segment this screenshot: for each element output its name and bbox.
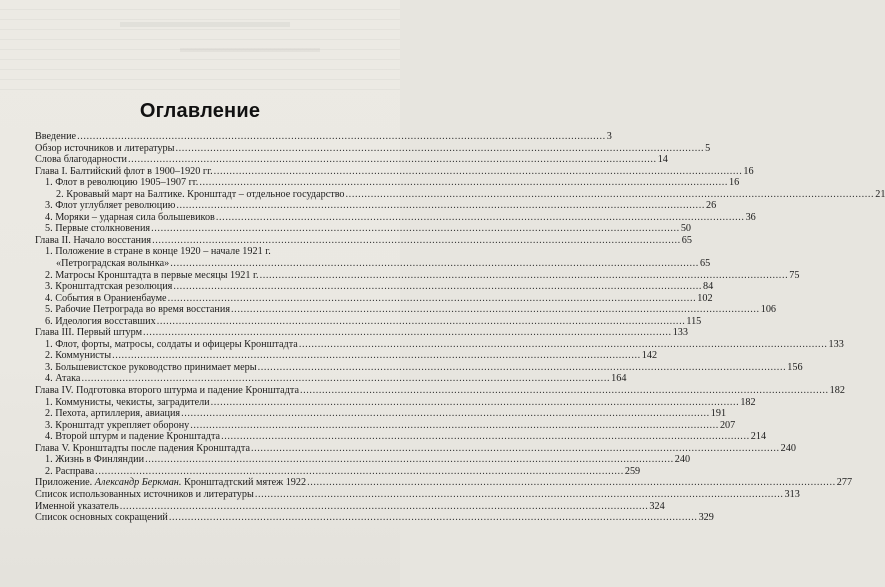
toc-entry-page-number: 3 — [606, 131, 612, 142]
toc-entry-title: 5. Первые столкновения — [45, 223, 151, 235]
toc-entry — [35, 258, 711, 270]
toc-entry-page-number: 5 — [705, 142, 711, 154]
dot-leader — [157, 316, 686, 328]
dot-leader — [81, 373, 610, 385]
toc-entry-title: 3. Флот углубляет революцию — [45, 200, 176, 212]
toc-entry-title — [35, 477, 306, 489]
toc-entry-page-number: 16 — [729, 177, 740, 189]
toc-entry-page-number: 182 — [829, 385, 845, 397]
dot-leader — [173, 281, 702, 293]
bleed-strip — [180, 48, 320, 52]
toc-entry-page-number: 142 — [641, 350, 658, 362]
toc-entry — [35, 165, 754, 178]
dot-leader — [221, 431, 750, 443]
bleed-through-text — [0, 0, 400, 95]
dot-leader — [143, 327, 672, 339]
toc-entry-page-number: 240 — [780, 442, 796, 454]
toc-entry-title: «Петроградская волынка» — [56, 258, 170, 270]
toc-entry — [35, 385, 845, 397]
dot-leader — [307, 477, 836, 489]
toc-entry-title: Список использованных источников и литературы — [35, 488, 254, 500]
toc-entry-page-number: 329 — [698, 512, 714, 524]
toc-entry-page-number: 102 — [697, 292, 713, 304]
toc-entry-page-number: 182 — [740, 396, 756, 408]
toc-entry-page-number: 259 — [624, 465, 641, 477]
dot-leader — [145, 454, 674, 466]
toc-entry-title: 1. Жизнь в Финляндии — [45, 454, 145, 466]
toc-entry-title: Список основных сокращений — [35, 512, 168, 524]
toc-entry — [35, 281, 714, 293]
toc-entry — [35, 350, 658, 362]
dot-leader — [170, 258, 699, 270]
toc-entry-page-number: 156 — [787, 361, 803, 373]
toc-entry — [35, 142, 711, 155]
toc-entry-page-number: 115 — [686, 315, 702, 327]
toc-entry — [35, 361, 803, 374]
toc-entry — [35, 246, 379, 258]
toc-entry-title-suffix: Кронштадтский мятеж 1922 — [181, 477, 307, 489]
toc-entry-title: 4. Моряки – ударная сила большевиков — [45, 211, 215, 223]
toc-entry-title: Глава I. Балтийский флот в 1900–1920 гг. — [35, 165, 213, 177]
toc-entry-title: 2. Матросы Кронштадта в первые месяцы 1921 г. — [45, 269, 259, 281]
toc-entry-title: 3. Кронштадт укрепляет оборону — [45, 419, 190, 431]
toc-entry-title: 4. События в Ораниенбауме — [45, 292, 167, 304]
toc-entry — [35, 188, 885, 201]
toc-entry — [35, 500, 665, 513]
toc-entry-title: Именной указатель — [35, 500, 119, 512]
toc-entry-title: 4. Второй штурм и падение Кронштадта — [45, 431, 221, 443]
dot-leader — [260, 270, 789, 282]
dot-leader — [95, 466, 624, 478]
dot-leader — [152, 235, 681, 247]
toc-entry — [35, 154, 668, 166]
bleed-strip — [120, 22, 290, 27]
dot-leader — [258, 362, 787, 374]
toc-entry-title: 3. Большевистское руководство принимает меры — [45, 361, 257, 373]
toc-entry-title: 5. Рабочие Петрограда во время восстания — [45, 304, 231, 316]
toc-entry — [35, 488, 800, 501]
toc-entry-title: 1. Флот в революцию 1905–1907 гг. — [45, 177, 199, 189]
toc-entry-title: Глава V. Кронштадты после падения Кронштадта — [35, 442, 250, 454]
toc-entry-title: 3. Кронштадтская резолюция — [45, 281, 173, 293]
toc-entry-page-number: 65 — [681, 234, 692, 246]
toc-entry-title: Глава IV. Подготовка второго штурма и падение Кронштадта — [35, 385, 299, 397]
toc-entry — [35, 465, 641, 478]
toc-entry — [35, 315, 702, 328]
toc-entry-title: 2. Коммунисты — [45, 350, 112, 362]
dot-leader — [175, 143, 704, 155]
toc-entry-page-number: 324 — [649, 500, 665, 512]
toc-entry-title: Обзор источников и литературы — [35, 142, 175, 154]
dot-leader — [169, 512, 698, 524]
dot-leader — [231, 304, 760, 316]
toc-entry — [35, 442, 796, 455]
toc-entry — [35, 327, 688, 339]
dot-leader — [112, 350, 641, 362]
toc-entry — [35, 477, 853, 489]
toc-entry — [35, 512, 714, 524]
dot-leader — [300, 385, 829, 397]
toc-entry — [35, 419, 736, 432]
toc-entry-title: 4. Атака — [45, 373, 81, 385]
toc-entry-page-number: 240 — [674, 454, 691, 466]
dot-leader — [214, 166, 743, 178]
toc-entry — [35, 200, 717, 212]
dot-leader — [216, 212, 745, 224]
toc-entry-page-number: 207 — [719, 419, 736, 431]
toc-entry — [35, 269, 800, 282]
toc-entry-page-number: 133 — [672, 327, 688, 339]
toc-entry — [35, 454, 691, 466]
toc-entry-page-number: 21 — [875, 188, 885, 200]
toc-entry-page-number: 36 — [745, 211, 756, 223]
dot-leader — [190, 420, 719, 432]
toc-entry — [35, 234, 692, 247]
toc-entry-title: 2. Кровавый март на Балтике. Кронштадт – отдельное государство — [56, 188, 345, 200]
toc-entry-title-prefix: Приложение. — [35, 477, 95, 489]
toc-entry-title: 2. Расправа — [45, 465, 95, 477]
page-title: Оглавление — [139, 100, 261, 122]
toc-entry-title: 6. Идеология восставших — [45, 315, 156, 327]
toc-entry-page-number: 277 — [836, 477, 853, 489]
toc-entry — [35, 408, 727, 420]
toc-entry-title: Глава II. Начало восстания — [35, 234, 152, 246]
dot-leader — [211, 397, 740, 409]
toc-entry — [35, 131, 612, 143]
dot-leader — [151, 223, 680, 235]
dot-leader — [77, 131, 606, 143]
toc-entry-page-number: 14 — [657, 154, 668, 166]
toc-entry-title: Введение — [35, 131, 77, 142]
toc-entry-title-author: Александр Беркман. — [94, 477, 182, 489]
toc-entry-page-number: 313 — [784, 488, 800, 500]
dot-leader — [168, 293, 697, 305]
toc-entry — [35, 304, 776, 316]
dot-leader — [199, 177, 728, 189]
toc-entry-page-number: 214 — [750, 431, 767, 443]
toc-entry-title: 2. Пехота, артиллерия, авиация — [45, 408, 181, 420]
toc-entry — [35, 431, 767, 443]
toc-entry — [35, 292, 713, 305]
toc-entry — [35, 396, 756, 409]
toc-entry — [35, 373, 627, 385]
dot-leader — [120, 501, 649, 513]
toc-entry-page-number: 26 — [706, 200, 717, 212]
toc-entry-title: Слова благодарности — [35, 154, 128, 166]
toc-entry-page-number: 16 — [743, 165, 754, 177]
toc-entry-title: 1. Коммунисты, чекисты, заградители — [45, 396, 210, 408]
table-of-contents — [35, 131, 885, 524]
dot-leader — [181, 408, 710, 420]
dot-leader — [128, 154, 657, 166]
dot-leader — [346, 189, 875, 201]
toc-entry-title: Глава III. Первый штурм — [35, 327, 143, 339]
toc-entry-page-number: 164 — [611, 373, 627, 385]
dot-leader — [251, 443, 780, 455]
toc-entry-page-number: 65 — [699, 258, 711, 270]
toc-entry — [35, 177, 740, 189]
toc-entry-title: 1. Флот, форты, матросы, солдаты и офицеры Кронштадта — [45, 338, 298, 350]
toc-entry — [35, 338, 844, 351]
dot-leader — [299, 339, 828, 351]
toc-entry-page-number: 50 — [680, 223, 691, 235]
dot-leader — [176, 200, 705, 212]
toc-entry-page-number: 191 — [710, 408, 727, 420]
toc-entry — [35, 223, 691, 235]
toc-entry-page-number: 106 — [760, 304, 776, 316]
toc-entry-title: 1. Положение в стране в конце 1920 – начале 1921 г. — [45, 246, 271, 258]
toc-entry-page-number: 84 — [703, 281, 714, 293]
toc-entry-page-number: 133 — [828, 338, 844, 350]
toc-entry-page-number: 75 — [789, 269, 800, 281]
dot-leader — [255, 489, 784, 501]
toc-entry — [35, 211, 756, 224]
